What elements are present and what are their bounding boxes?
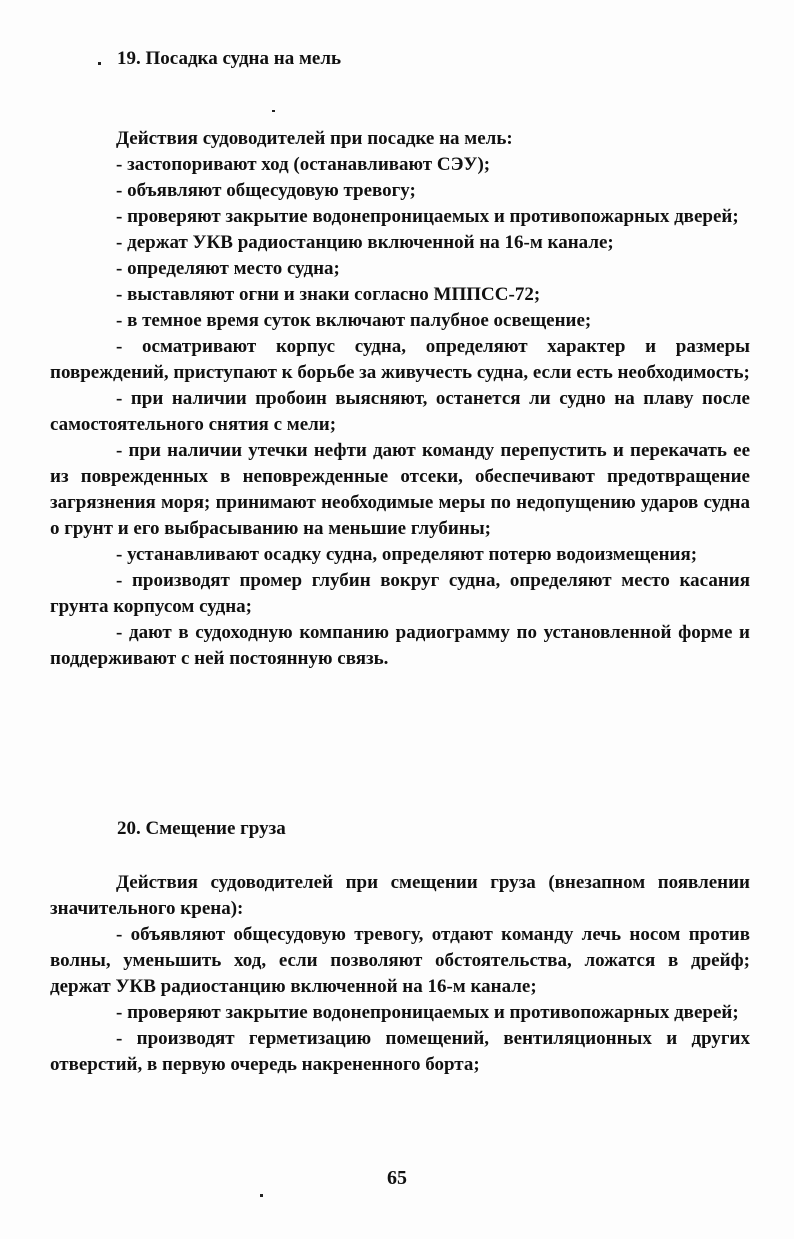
section-19-body [50,126,750,672]
list-item: - производят промер глубин вокруг судна, определяют место касания грунта корпусом судна; [50,570,750,617]
scan-speck [272,110,275,112]
list-item: - застопоривают ход (останавливают СЭУ); [116,154,491,175]
list-item: - объявляют общесудовую тревогу, отдают команду лечь носом против волны, уменьшить ход, если позволяют обстоятельства, ложатся в дрейф; держат УКВ радиостанцию включенной на 16-м канале; [50,924,750,997]
list-item: - устанавливают осадку судна, определяют потерю водоизмещения; [116,544,698,565]
list-item: - держат УКВ радиостанцию включенной на 16-м канале; [116,232,614,253]
list-item: - осматривают корпус судна, определяют характер и размеры повреждений, приступают к борьбе за живучесть судна, если есть необходимость; [50,336,750,383]
list-item: - при наличии утечки нефти дают команду перепустить и перекачать ее из поврежденных в неповрежденные отсеки, обеспечивают предотвращение загрязнения моря; принимают необходимые меры по недопущению ударов судна о грунт и его выбрасыванию на меньшие глубины; [50,440,750,539]
list-item: - проверяют закрытие водонепроницаемых и противопожарных дверей; [116,206,739,227]
section-20-body [50,870,750,1078]
section-19-intro: Действия судоводителей при посадке на мель: [116,128,513,149]
list-item: - дают в судоходную компанию радиограмму по установленной форме и поддерживают с ней постоянную связь. [50,622,750,669]
page-number: 65 [387,1167,407,1189]
list-item: - в темное время суток включают палубное освещение; [116,310,592,331]
list-item: - при наличии пробоин выясняют, останется ли судно на плаву после самостоятельного снятия с мели; [50,388,750,435]
scan-speck [260,1194,263,1197]
list-item: - проверяют закрытие водонепроницаемых и противопожарных дверей; [116,1002,739,1023]
section-20-title: 20. Смещение груза [117,818,286,839]
list-item: - определяют место судна; [116,258,340,279]
scan-speck [98,62,101,65]
list-item: - выставляют огни и знаки согласно МППСС-72; [116,284,541,305]
section-19-title: 19. Посадка судна на мель [117,48,342,69]
list-item: - производят герметизацию помещений, вентиляционных и других отверстий, в первую очередь накрененного борта; [50,1028,750,1075]
list-item: - объявляют общесудовую тревогу; [116,180,416,201]
section-20-intro: Действия судоводителей при смещении груза (внезапном появлении значительного крена): [50,872,750,919]
